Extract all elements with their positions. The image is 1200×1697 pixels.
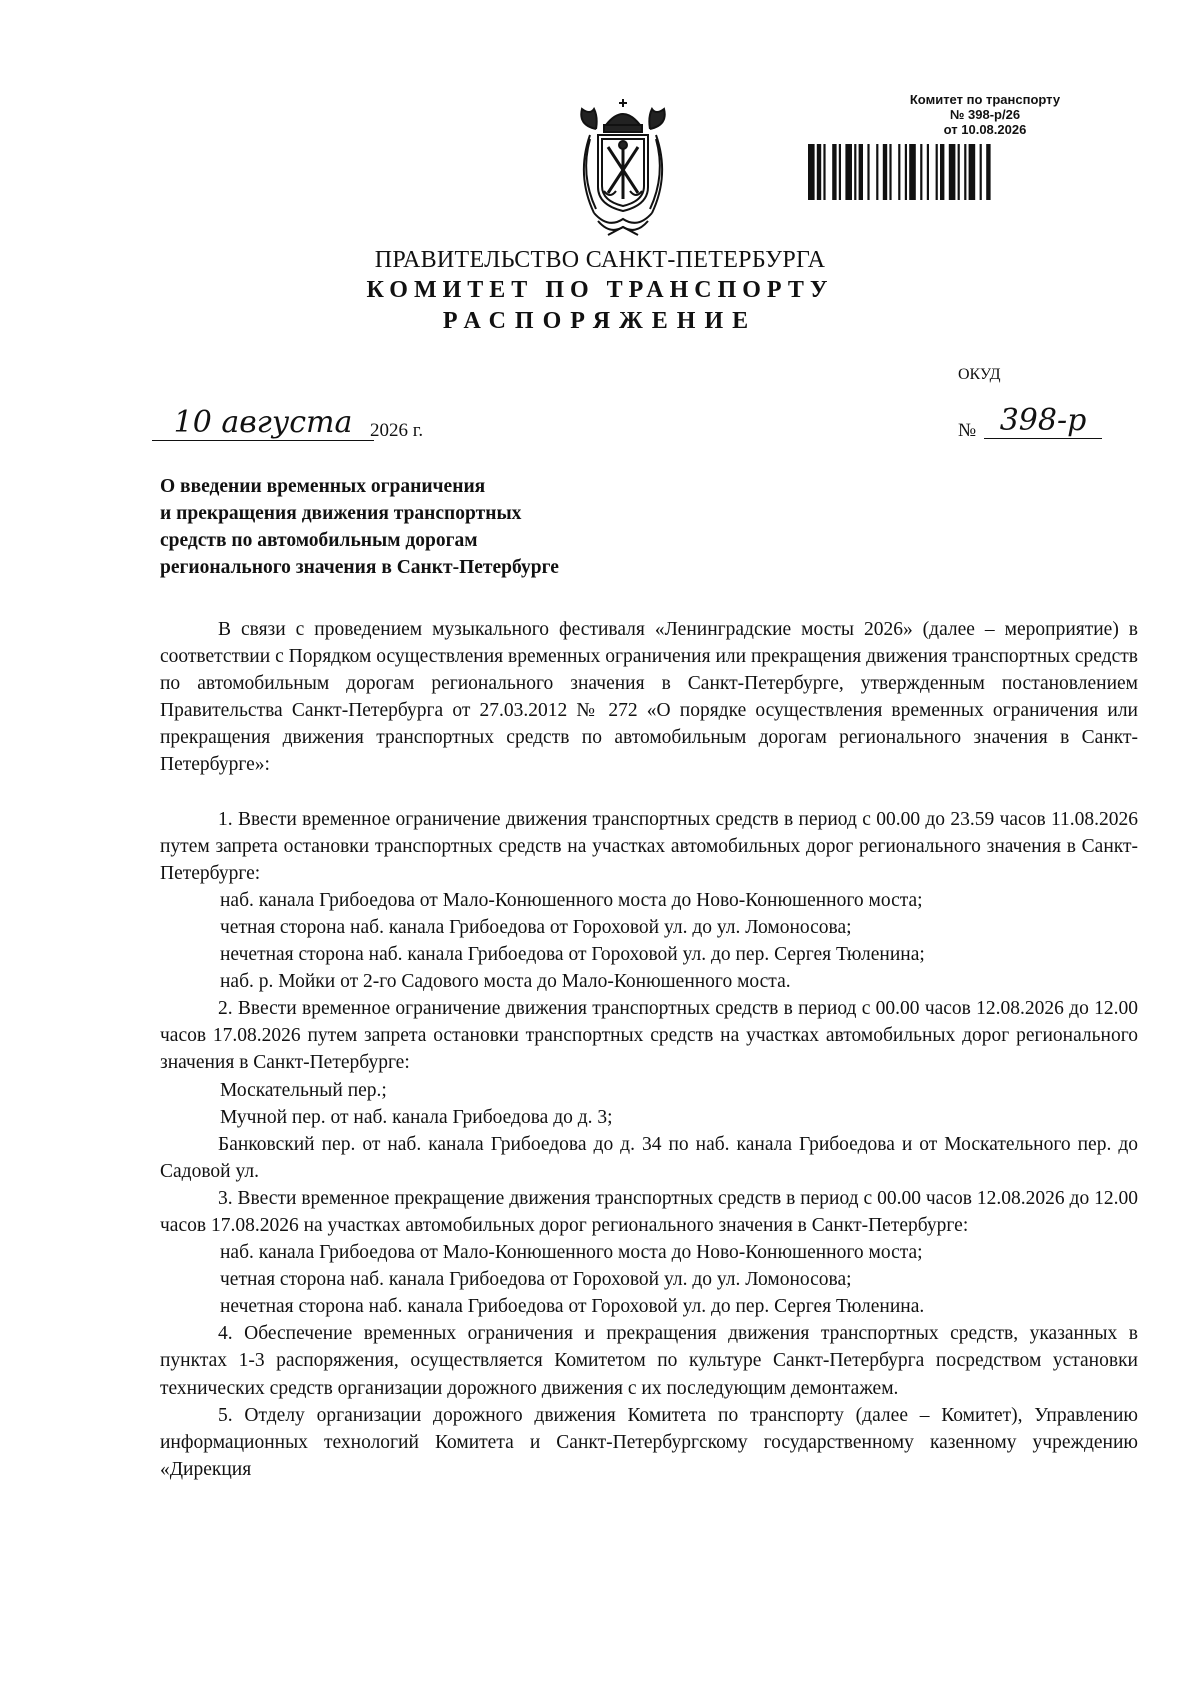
document-title: [160, 473, 680, 581]
committee-name: КОМИТЕТ ПО ТРАНСПОРТУ: [366, 277, 834, 303]
spb-coat-of-arms-icon: [568, 95, 678, 243]
point-2-item: Мучной пер. от наб. канала Грибоедова до д. 3;: [220, 1106, 613, 1128]
point-3: 3. Ввести временное прекращение движения транспортных средств в период с 00.00 часов 12.08.2026 до 12.00 часов 17.08.2026 на участках автомобильных дорог регионального значения в Санкт-Петербурге:: [160, 1187, 1138, 1236]
point-2-item: Банковский пер. от наб. канала Грибоедова до д. 34 по наб. канала Грибоедова и от Москательного пер. до Садовой ул.: [160, 1133, 1138, 1182]
point-2-item: Москательный пер.;: [220, 1079, 387, 1101]
point-1: 1. Ввести временное ограничение движения транспортных средств в период с 00.00 до 23.59 часов 11.08.2026 путем запрета остановки транспортных средств на участках автомобильных дорог регионального значения в Санкт-Петербурге:: [160, 808, 1138, 884]
barcode: [808, 144, 1128, 200]
stamp-line-2: № 398-р/26: [949, 107, 1021, 122]
number-handwritten: 398-р: [984, 404, 1102, 439]
point-4: 4. Обеспечение временных ограничения и прекращения движения транспортных средств, указанных в пунктах 1-3 распоряжения, осуществляется Комитетом по культуре Санкт-Петербурга посредством установки технических средств организации дорожного движения с их последующим демонтажем.: [160, 1323, 1138, 1399]
point-5: 5. Отделу организации дорожного движения Комитета по транспорту (далее – Комитет), Управлению информационных технологий Комитета и Санкт-Петербургскому государственному казенному учреждению «Дирекция: [160, 1404, 1138, 1480]
point-3-item: нечетная сторона наб. канала Грибоедова от Гороховой ул. до пер. Сергея Тюленина.: [220, 1296, 925, 1318]
point-1-item: нечетная сторона наб. канала Грибоедова от Гороховой ул. до пер. Сергея Тюленина;: [220, 944, 925, 966]
point-1-item: четная сторона наб. канала Грибоедова от Гороховой ул. до ул. Ломоносова;: [220, 916, 852, 938]
point-3-item: наб. канала Грибоедова от Мало-Конюшенного моста до Ново-Конюшенного моста;: [220, 1242, 923, 1264]
government-name: ПРАВИТЕЛЬСТВО САНКТ-ПЕТЕРБУРГА: [374, 247, 826, 273]
stamp-line-1: Комитет по транспорту: [909, 92, 1061, 107]
point-3-item: четная сторона наб. канала Грибоедова от Гороховой ул. до ул. Ломоносова;: [220, 1269, 852, 1291]
okud-label: ОКУД: [958, 366, 1001, 383]
title-line: и прекращения движения транспортных: [160, 503, 522, 524]
stamp-line-3: от 10.08.2026: [943, 122, 1027, 137]
point-1-item: наб. канала Грибоедова от Мало-Конюшенного моста до Ново-Конюшенного моста;: [220, 889, 923, 911]
date-year: 2026 г.: [370, 420, 424, 441]
document-date: [152, 405, 472, 446]
document-body: [160, 616, 1138, 1483]
point-2: 2. Ввести временное ограничение движения транспортных средств в период с 00.00 часов 12.08.2026 до 12.00 часов 17.08.2026 путем запрета остановки транспортных средств на участках автомобильных дорог регионального значения в Санкт-Петербурге:: [160, 998, 1138, 1074]
point-1-item: наб. р. Мойки от 2-го Садового моста до Мало-Конюшенного моста.: [220, 971, 791, 993]
document-header: [0, 245, 1200, 337]
document-type: РАСПОРЯЖЕНИЕ: [442, 308, 758, 334]
number-label: №: [958, 420, 977, 441]
date-handwritten: 10 августа: [152, 406, 374, 441]
registration-stamp: [840, 92, 1130, 137]
document-number: [958, 403, 1128, 446]
intro-paragraph: В связи с проведением музыкального фестиваля «Ленинградские мосты 2026» (далее – мероприятие) в соответствии с Порядком осуществления временных ограничения или прекращения движения транспортных средств по автомобильным дорогам регионального значения в Санкт-Петербурге, утвержденным постановлением Правительства Санкт-Петербурга от 27.03.2012 № 272 «О порядке осуществления временных ограничения или прекращения движения транспортных средств по автомобильным дорогам регионального значения в Санкт-Петербурге»:: [160, 619, 1138, 776]
title-line: О введении временных ограничения: [160, 476, 486, 497]
title-line: регионального значения в Санкт-Петербурге: [160, 557, 559, 578]
title-line: средств по автомобильным дорогам: [160, 530, 478, 551]
